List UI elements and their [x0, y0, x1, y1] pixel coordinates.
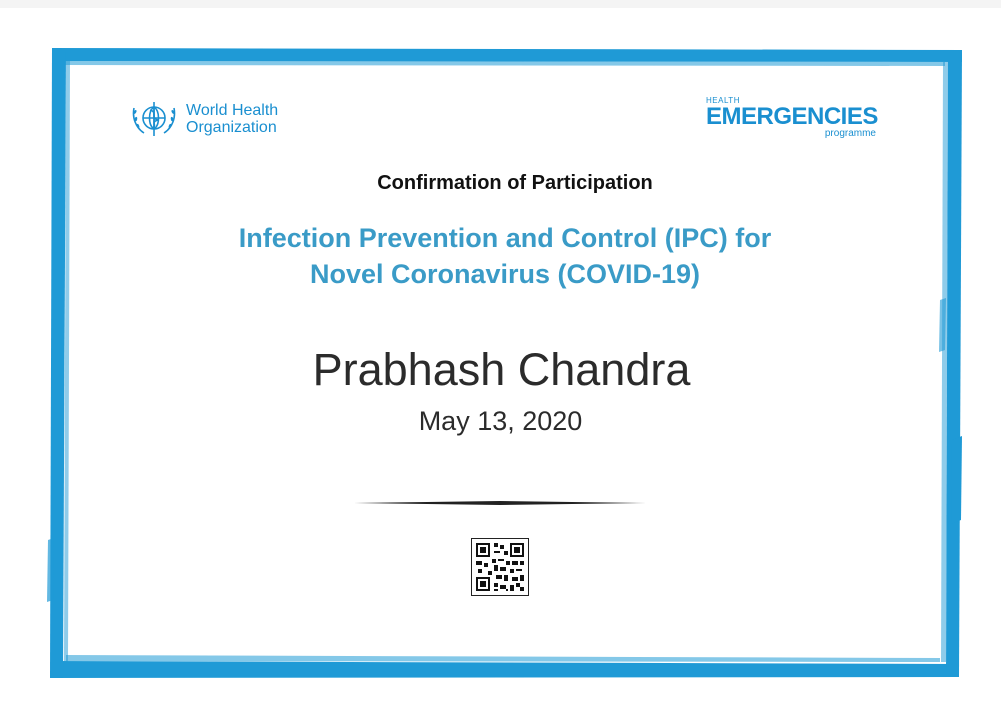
qr-code-icon	[472, 539, 528, 595]
course-title-line-1: Infection Prevention and Control (IPC) for	[238, 223, 772, 253]
hep-line-1: HEALTH	[706, 96, 740, 105]
who-emblem-icon	[128, 96, 180, 142]
hep-line-3: programme	[824, 128, 876, 139]
who-line-1: World Health	[186, 102, 279, 119]
who-logo	[128, 96, 278, 142]
qr-code	[471, 538, 529, 596]
recipient-name: Prabhash Chandra	[312, 344, 691, 395]
course-title	[0, 220, 1001, 292]
certificate-heading: Confirmation of Participation	[377, 172, 653, 194]
who-wordmark	[186, 102, 278, 136]
course-title-line-2: Novel Coronavirus (COVID-19)	[309, 259, 701, 289]
health-emergencies-logo	[706, 96, 878, 139]
signature-divider	[354, 501, 646, 505]
issue-date: May 13, 2020	[418, 406, 583, 436]
hep-line-2: EMERGENCIES	[706, 103, 878, 130]
who-line-2: Organization	[186, 119, 277, 136]
